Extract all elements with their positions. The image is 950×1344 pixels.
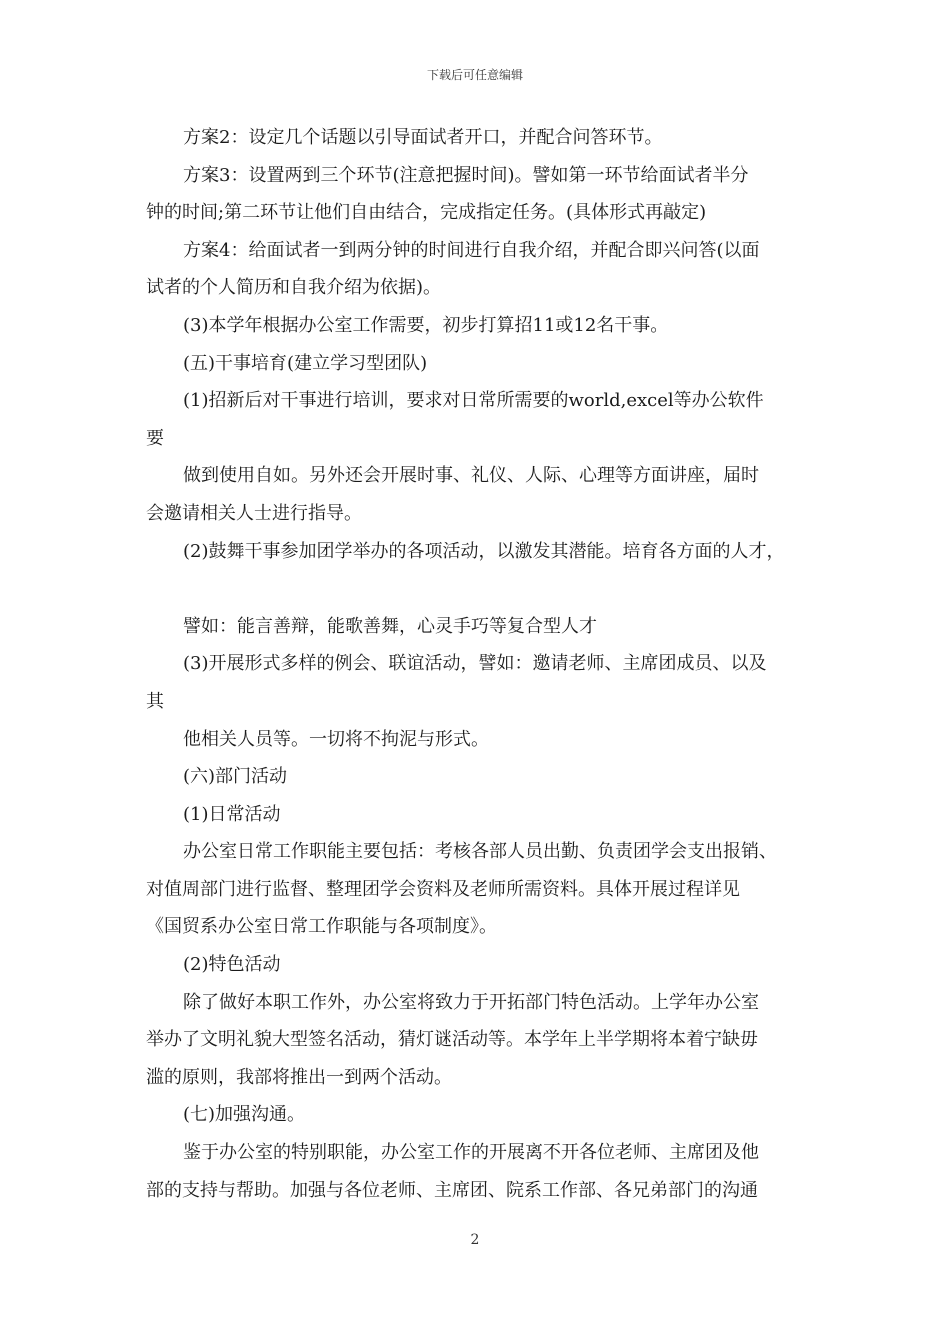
text-line: 部的支持与帮助。加强与各位老师、主席团、院系工作部、各兄弟部门的沟通 [146,1179,758,1201]
text-line: 方案4：给面试者一到两分钟的时间进行自我介绍，并配合即兴问答(以面 [183,239,760,261]
text-line: 滥的原则，我部将推出一到两个活动。 [146,1066,452,1088]
text-line: 对值周部门进行监督、整理团学会资料及老师所需资料。具体开展过程详见 [146,878,740,900]
text-line: (2)鼓舞干事参加团学举办的各项活动，以激发其潜能。培育各方面的人才， [183,540,785,562]
text-line: 他相关人员等。一切将不拘泥与形式。 [183,728,489,750]
text-line: (3)本学年根据办公室工作需要，初步打算招11或12名干事。 [183,314,669,336]
text-line: 要 [146,427,164,449]
text-line: 譬如：能言善辩，能歌善舞，心灵手巧等复合型人才 [183,615,597,637]
text-line: 会邀请相关人士进行指导。 [146,502,362,524]
text-line: (1)日常活动 [183,803,281,825]
text-line: 办公室日常工作职能主要包括：考核各部人员出勤、负责团学会支出报销、 [183,841,777,863]
text-line: (七)加强沟通。 [183,1104,306,1126]
text-line: 钟的时间;第二环节让他们自由结合，完成指定任务。(具体形式再敲定) [146,202,707,224]
blank-line [146,570,810,608]
page-header: 下载后可任意编辑 [426,68,523,82]
text-line: 方案3：设置两到三个环节(注意把握时间)。譬如第一环节给面试者半分 [183,164,749,186]
text-line: 做到使用自如。另外还会开展时事、礼仪、人际、心理等方面讲座，届时 [183,465,759,487]
text-line: 除了做好本职工作外，办公室将致力于开拓部门特色活动。上学年办公室 [183,991,759,1013]
text-line: 鉴于办公室的特别职能，办公室工作的开展离不开各位老师、主席团及他 [183,1142,759,1164]
text-line: (3)开展形式多样的例会、联谊活动，譬如：邀请老师、主席团成员、以及 [183,653,767,675]
text-line: (1)招新后对干事进行培训，要求对日常所需要的world,excel等办公软件 [183,390,764,412]
text-line: 《国贸系办公室日常工作职能与各项制度》。 [146,916,497,938]
text-line: 举办了文明礼貌大型签名活动，猜灯谜活动等。本学年上半学期将本着宁缺毋 [146,1029,758,1051]
page-number: 2 [470,1232,480,1248]
text-line: (2)特色活动 [183,954,281,976]
text-line: 试者的个人简历和自我介绍为依据)。 [146,277,442,299]
text-line: 方案2：设定几个话题以引导面试者开口，并配合问答环节。 [183,127,663,148]
text-line: 其 [146,690,164,712]
document-body [146,119,810,1209]
text-line: (六)部门活动 [183,766,288,788]
text-line: (五)干事培育(建立学习型团队) [183,352,428,374]
